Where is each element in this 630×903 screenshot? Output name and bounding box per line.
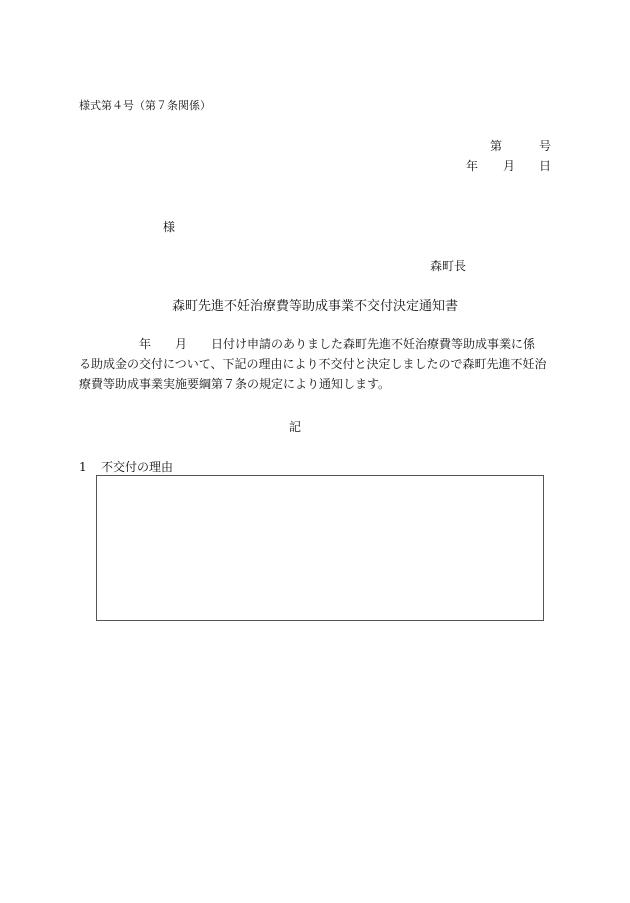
body-line-2: る助成金の交付について、下記の理由により不交付と決定しましたので森町先進不妊治 <box>79 357 547 371</box>
document-number-prefix: 第 <box>490 139 503 153</box>
section-number: 1 <box>79 460 87 474</box>
document-title: 森町先進不妊治療費等助成事業不交付決定通知書 <box>171 299 458 314</box>
section-title: 不交付の理由 <box>101 460 174 474</box>
section-heading <box>79 458 173 475</box>
document-number-suffix: 号 <box>539 139 552 153</box>
document-date-day: 日 <box>539 159 552 173</box>
body-month: 月 <box>175 337 188 351</box>
form-label: 様式第４号（第７条関係） <box>79 99 211 112</box>
body-line-1-text: 日付け申請のありました森町先進不妊治療費等助成事業に係 <box>211 337 536 351</box>
reason-box <box>96 475 544 621</box>
sender-name: 森町長 <box>430 259 467 273</box>
document-date-month: 月 <box>503 159 516 173</box>
recipient-honorific: 様 <box>163 220 176 234</box>
note-mark: 記 <box>288 420 301 434</box>
body-line-3: 療費等助成事業実施要綱第７条の規定により通知します。 <box>79 377 391 391</box>
body-line-1 <box>79 334 551 354</box>
body-paragraph <box>79 334 551 394</box>
document-date-year: 年 <box>466 159 479 173</box>
body-year: 年 <box>139 337 152 351</box>
